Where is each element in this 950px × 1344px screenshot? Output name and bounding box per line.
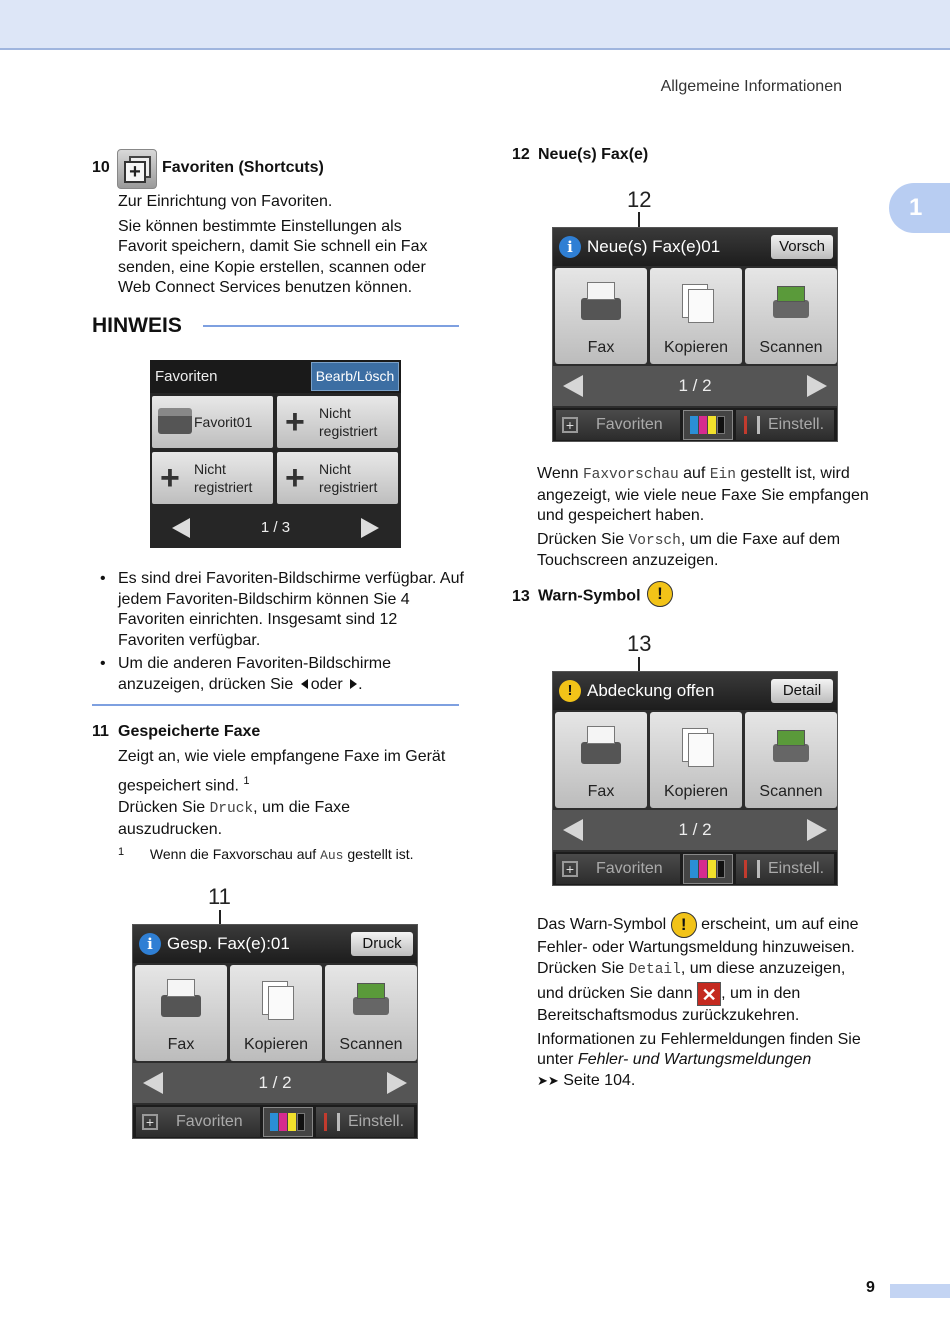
text-span: gestellt ist, wird — [735, 465, 850, 482]
favorites-screen — [150, 360, 401, 548]
app-label: Kopieren — [663, 783, 729, 800]
button-label: Einstell. — [348, 1113, 405, 1130]
fax-button[interactable] — [555, 268, 647, 364]
button-label: Favoriten — [596, 860, 663, 877]
warning-icon: ! — [671, 912, 697, 938]
bullet-text: Es sind drei Favoriten-Bildschirme verfügbar. Auf jedem Favoriten-Bildschirm können Sie 4 Favoriten einrichten. Insgesamt sind 12 Favoriten verfügbar. — [118, 570, 464, 649]
favorite-3-button[interactable] — [152, 452, 273, 504]
print-button[interactable]: Druck — [351, 932, 413, 956]
label-line: registriert — [194, 479, 253, 495]
screen-title-label: Favoriten — [155, 368, 218, 385]
text-line: Zeigt an, wie viele empfangene Faxe im Gerät — [118, 748, 446, 765]
arrow-right-icon[interactable] — [807, 819, 827, 841]
section-12-heading — [512, 146, 648, 164]
callout-12: 12 — [627, 187, 652, 212]
label-line: registriert — [319, 423, 378, 439]
text-span: erscheint, um auf eine — [701, 916, 859, 934]
footnote — [118, 846, 414, 863]
ui-label-vorsch: Vorsch — [628, 532, 681, 549]
section-title: Warn-Symbol — [538, 587, 641, 605]
favorite-1-button[interactable] — [152, 396, 273, 448]
section-number: 12 — [512, 146, 530, 163]
text-line: Fehler- oder Wartungsmeldung hinzuweisen. — [537, 939, 855, 956]
cancel-x-icon: ✕ — [697, 982, 721, 1006]
text-line: Zur Einrichtung von Favoriten. — [118, 193, 333, 210]
warning-icon: ! — [647, 581, 673, 607]
text-span: , um die Faxe — [253, 799, 351, 817]
fax-button[interactable] — [135, 965, 227, 1061]
text-line — [537, 982, 887, 1006]
fax-icon — [581, 724, 621, 768]
note-title: HINWEIS — [92, 314, 182, 337]
cross-reference-link[interactable]: Fehler- und Wartungsmeldungen — [577, 1051, 812, 1068]
section-title: Gespeicherte Faxe — [118, 723, 261, 740]
section-number: 10 — [92, 159, 110, 176]
text-span: Wenn — [537, 465, 583, 482]
app-label: Kopieren — [663, 339, 729, 356]
section-10-title: Favoriten (Shortcuts) — [162, 159, 324, 176]
app-label: Scannen — [759, 783, 823, 800]
settings-button[interactable] — [736, 854, 834, 884]
text-line — [537, 464, 887, 486]
fax-icon — [581, 280, 621, 324]
plus-icon: + — [285, 403, 305, 441]
app-label: Fax — [167, 1036, 195, 1053]
copy-icon — [676, 724, 716, 768]
ink-button[interactable] — [263, 1107, 313, 1137]
page-indicator: 1 / 3 — [260, 519, 291, 536]
app-label: Scannen — [339, 1036, 403, 1053]
app-label: Fax — [587, 783, 615, 800]
text-line — [537, 959, 887, 981]
text-span: , um die Faxe auf dem — [680, 530, 841, 548]
page-number: 9 — [866, 1279, 875, 1296]
text-line: Sie können bestimmte Einstellungen als — [118, 217, 402, 235]
detail-button[interactable]: Detail — [771, 679, 833, 703]
ui-label-faxvorschau: Faxvorschau — [582, 467, 679, 483]
screen-pager — [553, 366, 837, 406]
tools-icon — [324, 1113, 340, 1131]
footnote-ref: 1 — [243, 774, 250, 787]
bullet-item — [100, 569, 465, 651]
button-label: Einstell. — [768, 416, 825, 433]
ui-label-detail: Detail — [628, 961, 681, 978]
text-line — [118, 771, 463, 797]
label-line: Nicht — [319, 405, 351, 421]
chapter-tab: 1 — [889, 183, 950, 233]
double-arrow-icon: ➤➤ — [537, 1072, 559, 1088]
callout-11: 11 — [208, 884, 231, 909]
text-line — [118, 798, 463, 820]
label-line: Nicht — [194, 461, 226, 477]
section-number: 11 — [92, 723, 109, 740]
bullet-text: Um die anderen Favoriten-Bildschirme anzuzeigen, drücken Sie — [118, 655, 391, 693]
label-line: Nicht — [319, 461, 351, 477]
scan-button[interactable] — [325, 965, 417, 1061]
app-label: Fax — [587, 339, 615, 356]
button-label: Favoriten — [176, 1113, 243, 1130]
arrow-right-icon[interactable] — [387, 1072, 407, 1094]
screen-bottom-bar — [553, 408, 837, 442]
screen-warning — [552, 671, 838, 886]
page-reference[interactable]: Seite 104. — [563, 1071, 636, 1089]
scanner-icon — [771, 280, 811, 324]
favorites-plus-icon: + — [142, 1114, 158, 1130]
screen-title-label: Abdeckung offen — [587, 681, 715, 700]
favorites-button[interactable] — [136, 1107, 260, 1137]
note-bullets — [100, 569, 465, 698]
favorites-pager — [150, 510, 401, 548]
text-line — [537, 912, 887, 938]
fax-button[interactable] — [555, 712, 647, 808]
info-icon[interactable]: i — [559, 236, 581, 258]
text-line: Favorit speichern, damit Sie schnell ein Fax — [118, 238, 428, 255]
text-span: auf — [678, 465, 710, 482]
text-span: gestellt ist. — [347, 846, 414, 862]
copy-button[interactable] — [650, 268, 742, 364]
favorites-plus-icon: + — [117, 149, 157, 189]
plus-icon: + — [160, 459, 180, 497]
screen-stored-faxes — [132, 924, 418, 1139]
scan-button[interactable] — [745, 712, 837, 808]
info-icon[interactable]: i — [139, 933, 161, 955]
button-label: Einstell. — [768, 860, 825, 877]
text-span: Drücken Sie — [118, 799, 206, 817]
plus-icon: + — [285, 459, 305, 497]
text-line: Informationen zu Fehlermeldungen finden Sie — [537, 1030, 861, 1048]
text-span: Das Warn-Symbol — [537, 916, 667, 934]
label-line: registriert — [319, 479, 378, 495]
copy-button[interactable] — [230, 965, 322, 1061]
favorite-2-button[interactable] — [277, 396, 398, 448]
ink-button[interactable] — [683, 854, 733, 884]
favorite-label — [194, 460, 252, 496]
text-line: und gespeichert haben. — [537, 507, 705, 524]
app-label: Scannen — [759, 339, 823, 356]
button-label: Favoriten — [596, 416, 663, 433]
section-13-heading — [512, 586, 673, 607]
ui-label-aus: Aus — [320, 848, 344, 863]
ink-button[interactable] — [683, 410, 733, 440]
favorites-plus-icon: + — [562, 417, 578, 433]
ui-label-druck: Druck — [209, 801, 254, 818]
text-span: , um diese anzuzeigen, — [680, 959, 846, 977]
footnote-number: 1 — [118, 846, 125, 858]
app-label: Kopieren — [243, 1036, 309, 1053]
screen-title-label: Gesp. Fax(e):01 — [167, 934, 290, 953]
text-line: senden, eine Kopie erstellen, scannen oder — [118, 258, 426, 276]
section-10-heading — [92, 159, 118, 177]
screen-bottom-bar — [133, 1105, 417, 1139]
triangle-right-icon — [350, 679, 357, 689]
settings-button[interactable] — [736, 410, 834, 440]
note-rule — [203, 325, 459, 327]
fax-machine-icon — [158, 408, 192, 434]
text-line — [537, 530, 887, 552]
running-header: Allgemeine Informationen — [660, 78, 842, 95]
screen-pager — [133, 1063, 417, 1103]
text-span: , um in den — [721, 985, 801, 1003]
favorite-label — [319, 460, 377, 496]
section-11-heading — [92, 723, 260, 741]
bullet-text: . — [358, 675, 363, 693]
screen-new-faxes — [552, 227, 838, 442]
scanner-icon — [351, 977, 391, 1021]
triangle-left-icon — [301, 679, 308, 689]
fax-icon — [161, 977, 201, 1021]
page-indicator: 1 / 2 — [258, 1073, 292, 1092]
arrow-right-icon[interactable] — [807, 375, 827, 397]
favorite-4-button[interactable] — [277, 452, 398, 504]
copy-icon — [676, 280, 716, 324]
text-line: auszudrucken. — [118, 820, 223, 838]
section-13-text — [537, 912, 887, 1091]
section-title: Neue(s) Fax(e) — [538, 146, 649, 163]
bullet-item — [100, 654, 465, 695]
section-12-text — [537, 464, 887, 572]
text-line: Touchscreen anzuzeigen. — [537, 552, 719, 569]
preview-button[interactable]: Vorsch — [771, 235, 833, 259]
favorites-button[interactable] — [556, 410, 680, 440]
text-span: unter — [537, 1051, 574, 1068]
text-span: Drücken Sie — [537, 959, 625, 977]
warning-icon[interactable]: ! — [559, 680, 581, 702]
page-indicator: 1 / 2 — [678, 820, 712, 839]
section-10-text — [118, 192, 463, 299]
text-line: Bereitschaftsmodus zurückzukehren. — [537, 1007, 800, 1024]
arrow-right-icon[interactable] — [361, 518, 379, 538]
text-span: Drücken Sie — [537, 530, 625, 548]
text-line — [537, 1071, 887, 1092]
favorites-button[interactable] — [556, 854, 680, 884]
note-end-rule — [92, 704, 459, 706]
favorite-label: Favorit01 — [194, 414, 253, 430]
text-line — [537, 1050, 887, 1071]
bullet-text: oder — [310, 675, 343, 693]
copy-icon — [256, 977, 296, 1021]
text-line: Web Connect Services benutzen können. — [118, 279, 413, 296]
tools-icon — [744, 860, 760, 878]
settings-button[interactable] — [316, 1107, 414, 1137]
page-footer-bar — [890, 1284, 950, 1298]
tools-icon — [744, 416, 760, 434]
callout-13: 13 — [627, 631, 652, 656]
page-indicator: 1 / 2 — [678, 376, 712, 395]
text-span: gespeichert sind. — [118, 776, 239, 794]
edit-delete-button[interactable]: Bearb/Lösch — [311, 362, 399, 391]
text-span: Wenn die Faxvorschau auf — [149, 846, 317, 862]
header-band — [0, 0, 950, 50]
screen-pager — [553, 810, 837, 850]
scan-button[interactable] — [745, 268, 837, 364]
screen-bottom-bar — [553, 852, 837, 886]
section-number: 13 — [512, 587, 530, 605]
copy-button[interactable] — [650, 712, 742, 808]
favorites-plus-icon: + — [562, 861, 578, 877]
section-11-text — [118, 747, 463, 840]
scanner-icon — [771, 724, 811, 768]
text-span: und drücken Sie dann — [537, 985, 693, 1003]
ui-label-ein: Ein — [709, 467, 736, 483]
favorite-label — [319, 404, 377, 440]
screen-title-label: Neue(s) Fax(e)01 — [587, 237, 721, 256]
text-line: angezeigt, wie viele neue Faxe Sie empfangen — [537, 486, 869, 504]
